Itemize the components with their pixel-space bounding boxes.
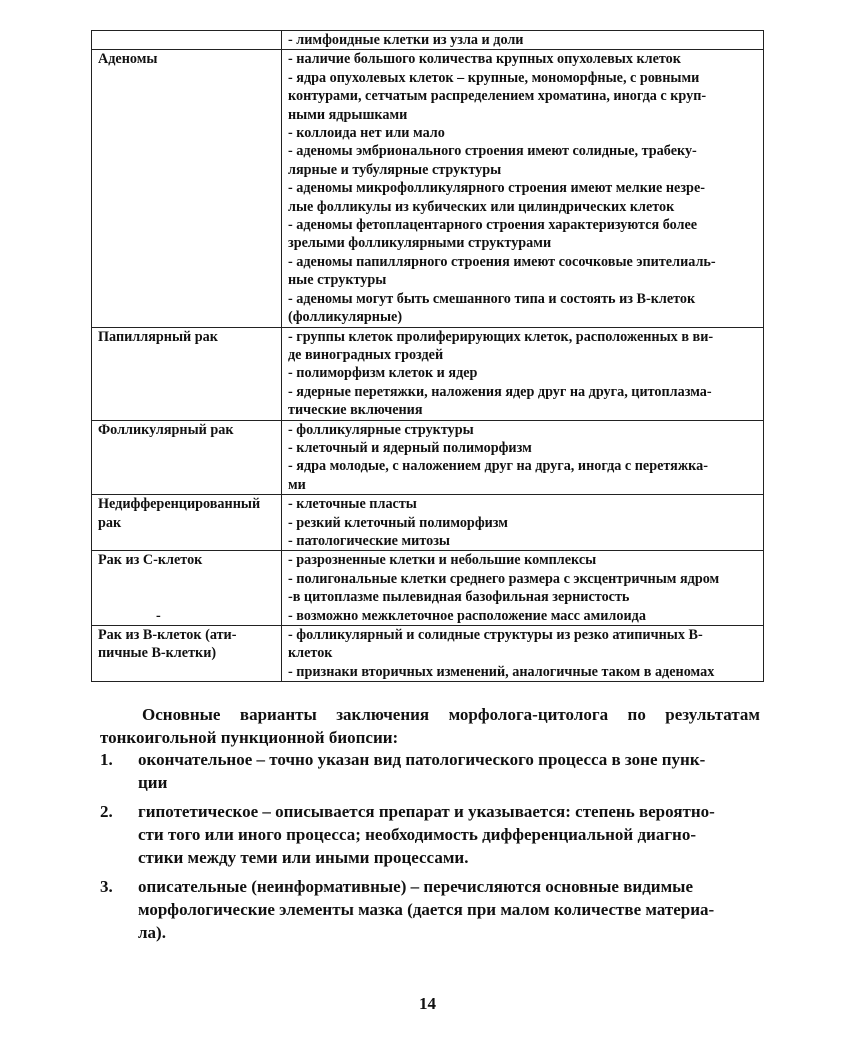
row-content-line: - признаки вторичных изменений, аналогичные таком в аденомах (288, 663, 715, 680)
row-label-line: - (156, 607, 161, 624)
row-content-line: - аденомы эмбрионального строения имеют солидные, трабеку- (288, 143, 697, 160)
row-content-cell (282, 50, 764, 327)
row-content-cell (282, 420, 764, 495)
intro-paragraph: Основные варианты заключения морфолога-цитолога по результатам тонкоигольной пункционной биопсии: (100, 705, 760, 747)
row-content-line: - аденомы папиллярного строения имеют сосочковые эпителиаль- (288, 253, 716, 270)
row-label-cell (92, 495, 282, 551)
table-row (92, 420, 764, 495)
row-label-cell (92, 327, 282, 420)
row-content-line: - наличие большого количества крупных опухолевых клеток (288, 51, 681, 68)
row-label-cell (92, 50, 282, 327)
row-label-line: рак (98, 514, 122, 531)
row-label-line: Фолликулярный рак (98, 421, 234, 438)
conclusion-item (100, 800, 760, 869)
item-text (138, 800, 760, 869)
item-text-line: сти того или иного процесса; необходимость дифференциальной диагно- (138, 825, 697, 844)
row-content-line: лярные и тубулярные структуры (288, 161, 502, 178)
row-label-line: Аденомы (98, 51, 158, 68)
row-label-cell (92, 626, 282, 682)
item-number: 1. (100, 750, 113, 769)
row-content-line: - фолликулярные структуры (288, 421, 474, 438)
row-content-line: - резкий клеточный полиморфизм (288, 514, 508, 531)
table-row (92, 626, 764, 682)
table-row (92, 50, 764, 327)
row-content-line: - полиморфизм клеток и ядер (288, 365, 478, 382)
row-label-cell (92, 551, 282, 626)
item-text (138, 875, 760, 944)
item-text-line: окончательное – точно указан вид патологического процесса в зоне пунк- (138, 750, 706, 769)
row-content-cell (282, 327, 764, 420)
row-content-line: ными ядрышками (288, 106, 408, 123)
item-text-line: описательные (неинформативные) – перечисляются основные видимые (138, 877, 693, 896)
row-label-cell (92, 31, 282, 50)
row-content-line: - ядерные перетяжки, наложения ядер друг на друга, цитоплазма- (288, 383, 712, 400)
item-text-line: ла). (138, 923, 166, 942)
item-number: 2. (100, 802, 113, 821)
row-label-line: Папиллярный рак (98, 328, 218, 345)
row-content-line: клеток (288, 645, 333, 662)
row-content-line: - возможно межклеточное расположение масс амилоида (288, 607, 646, 624)
conclusion-item (100, 748, 760, 794)
row-content-cell (282, 31, 764, 50)
cytology-table (91, 30, 764, 682)
row-label-line: пичные В-клетки) (98, 645, 217, 662)
row-content-line: - клеточный и ядерный полиморфизм (288, 439, 532, 456)
row-label-line: Рак из С-клеток (98, 552, 203, 569)
row-label-line (98, 570, 277, 588)
row-content-line: ные структуры (288, 272, 387, 289)
row-content-line: ми (288, 476, 306, 493)
row-content-line: (фолликулярные) (288, 309, 403, 326)
table-row (92, 327, 764, 420)
row-label-cell (92, 420, 282, 495)
row-content-line: де виноградных гроздей (288, 346, 444, 363)
row-content-cell (282, 495, 764, 551)
row-content-line: - полигональные клетки среднего размера с эксцентричным ядром (288, 570, 720, 587)
row-content-line: - патологические митозы (288, 532, 450, 549)
row-content-line: - аденомы микрофолликулярного строения имеют мелкие незре- (288, 180, 705, 197)
row-content-line: лые фолликулы из кубических или цилиндрических клеток (288, 198, 675, 215)
table-row (92, 551, 764, 626)
row-content-line: - разрозненные клетки и небольшие комплексы (288, 552, 597, 569)
row-label-line (98, 31, 277, 49)
table-row (92, 31, 764, 50)
row-content-line: - лимфоидные клетки из узла и доли (288, 32, 524, 48)
row-content-cell (282, 626, 764, 682)
row-content-line: - группы клеток пролиферирующих клеток, расположенных в ви- (288, 328, 714, 345)
page-number: 14 (419, 994, 436, 1013)
row-label-line: Недифференцированный (98, 496, 261, 513)
conclusion-list (100, 748, 760, 950)
row-content-line: - ядра опухолевых клеток – крупные, мономорфные, с ровными (288, 69, 700, 86)
item-number: 3. (100, 877, 113, 896)
row-content-line: - аденомы могут быть смешанного типа и состоять из В-клеток (288, 290, 696, 307)
table-body (92, 31, 764, 682)
row-content-line: - клеточные пласты (288, 496, 417, 513)
item-text-line: морфологические элементы мазка (дается при малом количестве материа- (138, 900, 715, 919)
row-content-line: контурами, сетчатым распределением хроматина, иногда с круп- (288, 88, 707, 105)
row-content-cell (282, 551, 764, 626)
item-text-line: гипотетическое – описывается препарат и указывается: степень вероятно- (138, 802, 715, 821)
row-content-line: -в цитоплазме пылевидная базофильная зернистость (288, 589, 630, 606)
row-label-line: Рак из В-клеток (ати- (98, 627, 237, 643)
item-text-line: ции (138, 773, 168, 792)
row-content-line: зрелыми фолликулярными структурами (288, 235, 552, 252)
table-row (92, 495, 764, 551)
row-content-line: - ядра молодые, с наложением друг на друга, иногда с перетяжка- (288, 458, 708, 475)
row-content-line: - коллоида нет или мало (288, 125, 445, 142)
item-text (138, 748, 760, 794)
row-content-line: тические включения (288, 402, 423, 419)
row-label-line (98, 588, 277, 606)
row-content-line: - аденомы фетоплацентарного строения характеризуются более (288, 217, 698, 234)
conclusion-item (100, 875, 760, 944)
row-content-line: - фолликулярный и солидные структуры из резко атипичных В- (288, 627, 703, 643)
item-text-line: стики между теми или иными процессами. (138, 848, 469, 867)
